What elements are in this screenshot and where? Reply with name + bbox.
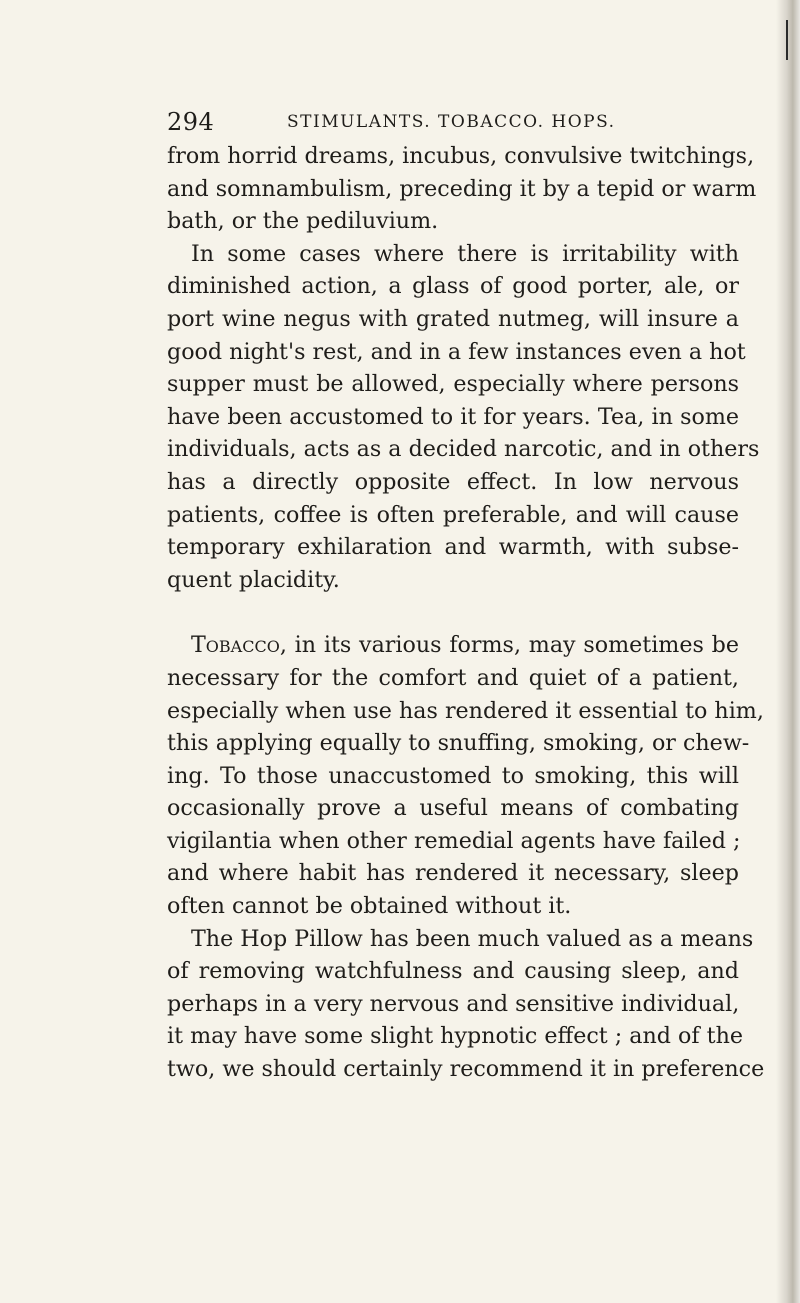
text-line: patients, coffee is often preferable, and will cause [167,501,739,528]
text-line: has a directly opposite effect. In low nervous [167,468,739,495]
text-fragment: in its various forms, may sometimes be [286,632,739,659]
page-header [167,100,747,134]
body-text [167,140,765,1086]
text-line: necessary for the comfort and quiet of a patient, [167,664,739,691]
text-line: often cannot be obtained without it. [167,893,572,920]
text-line: have been accustomed to it for years. Tea, in some [167,403,739,430]
text-line: vigilantia when other remedial agents have failed ; [167,827,741,854]
text-line: and where habit has rendered it necessary, sleep [167,860,739,887]
text-line: two, we should certainly recommend it in preference [167,1056,765,1083]
text-line: and somnambulism, preceding it by a tepid or warm [167,175,757,202]
paragraph-gap [167,596,739,629]
text-line [167,629,739,662]
text-line: temporary exhilaration and warmth, with subse- [167,534,739,561]
text-line: from horrid dreams, incubus, convulsive twitchings, [167,143,755,169]
text-line: In some cases where there is irritability with [191,240,739,267]
text-line: this applying equally to snuffing, smoking, or chew- [167,730,750,757]
text-line: good night's rest, and in a few instances even a hot [167,338,746,365]
lead-word: Tobacco, [191,632,287,659]
text-line: especially when use has rendered it essential to him, [167,697,764,724]
running-title: STIMULANTS. TOBACCO. HOPS. [287,112,616,132]
page-edge-mark [786,20,788,60]
text-line: quent placidity. [167,566,340,593]
text-line: perhaps in a very nervous and sensitive individual, [167,990,740,1017]
text-line: individuals, acts as a decided narcotic, and in others [167,436,760,463]
text-line: of removing watchfulness and causing sleep, and [167,958,739,985]
text-line: occasionally prove a useful means of combating [167,795,739,822]
page-number: 294 [167,108,215,136]
page-edge-shadow [776,0,800,1303]
text-line: bath, or the pediluvium. [167,208,439,235]
paragraph [167,923,765,1086]
paragraph [167,629,764,922]
text-line: ing. To those unaccustomed to smoking, this will [167,762,739,789]
text-line: it may have some slight hypnotic effect ; and of the [167,1023,744,1050]
text-line: supper must be allowed, especially where persons [167,371,739,398]
paragraph [167,238,760,597]
text-line: diminished action, a glass of good porter, ale, or [167,273,739,300]
text-line: The Hop Pillow has been much valued as a means [191,925,754,952]
paragraph [167,140,757,238]
text-line: port wine negus with grated nutmeg, will insure a [167,305,739,332]
